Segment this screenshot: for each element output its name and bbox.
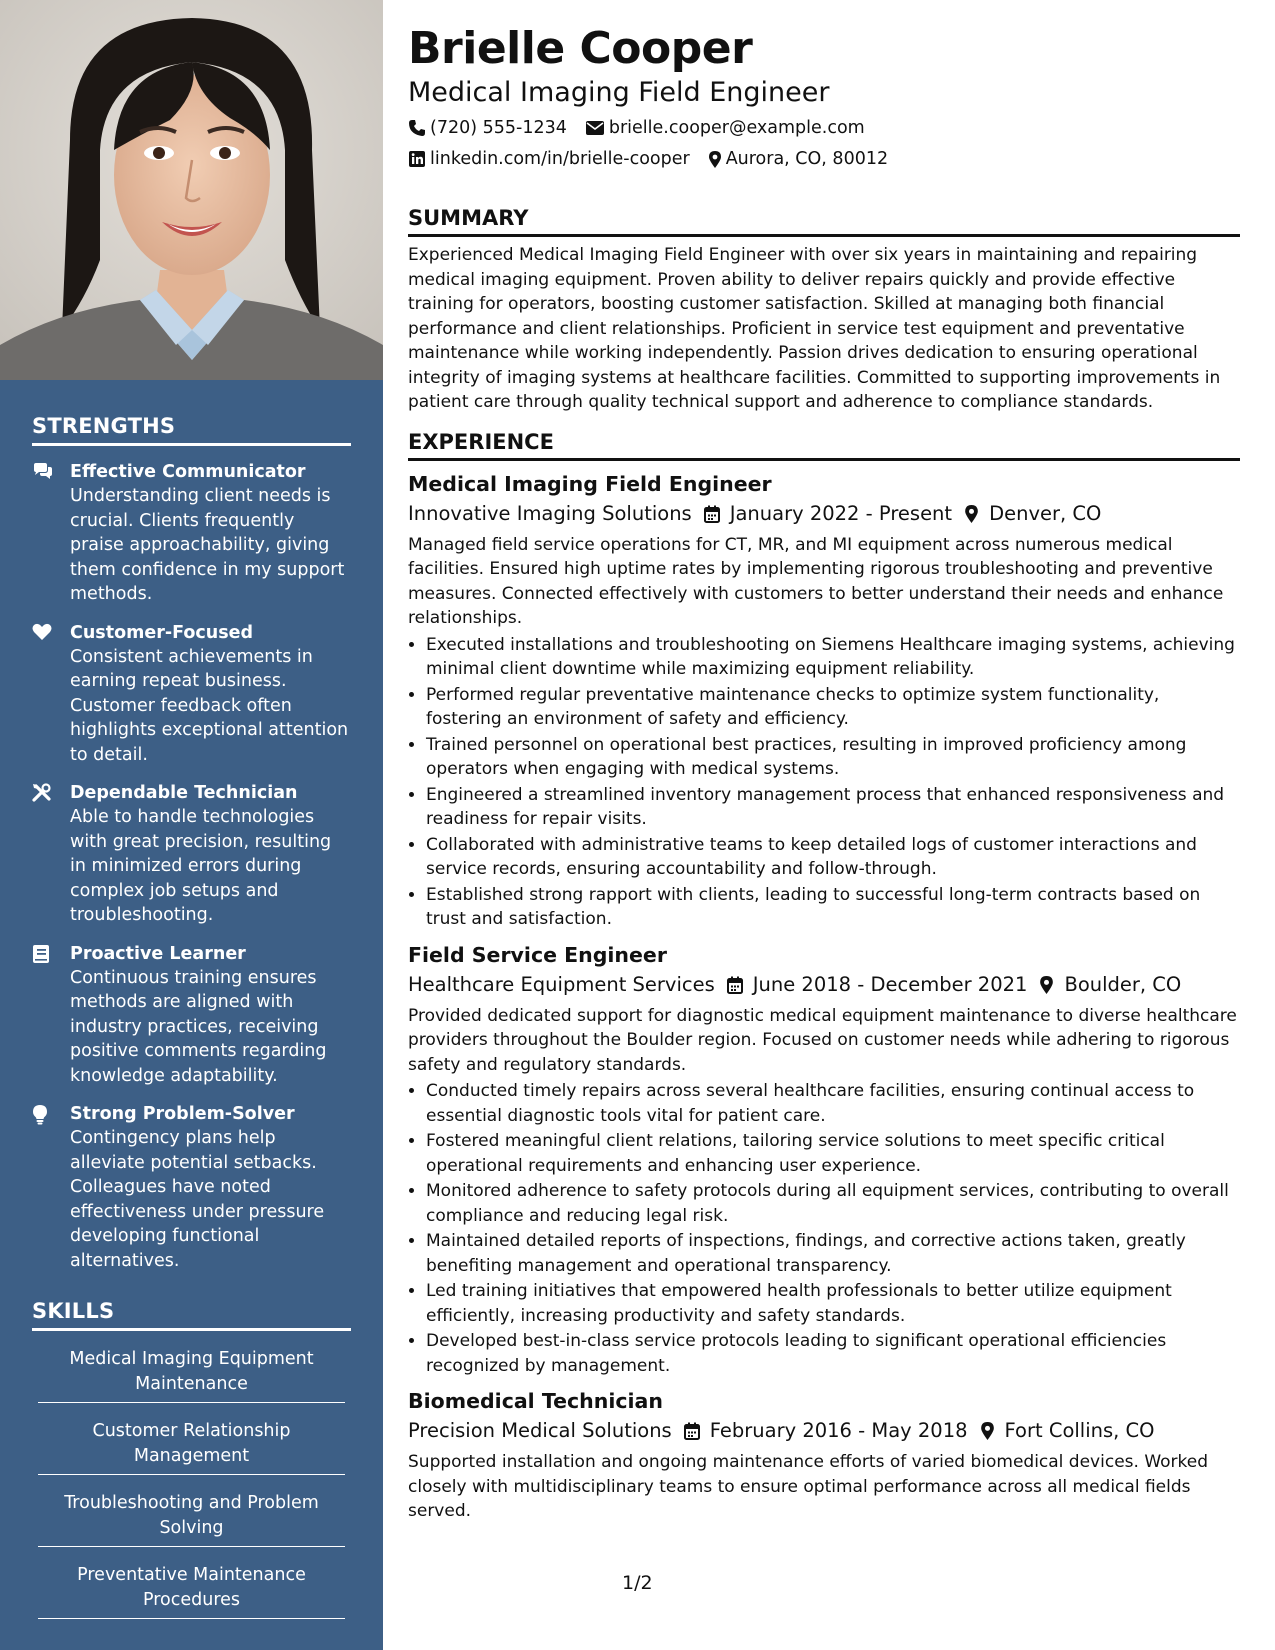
location-contact (708, 147, 888, 171)
phone-contact[interactable] (408, 116, 567, 140)
job-meta (408, 1418, 1240, 1444)
skills-heading: SKILLS (32, 1299, 351, 1331)
job-bullet: • Monitored adherence to safety protocols during all equipment services, contributing to overall compliance and reducing legal risk. (426, 1179, 1240, 1228)
email-text: brielle.cooper@example.com (608, 118, 865, 138)
job-bullet: • Developed best-in-class service protocols leading to significant operational efficiencies recognized by management. (426, 1329, 1240, 1378)
strength-title: Customer-Focused (70, 622, 254, 643)
job-meta (408, 972, 1240, 998)
tools-icon (32, 781, 70, 928)
strength-desc: Understanding client needs is crucial. Clients frequently praise approachability, giving them confidence in my support methods. (70, 486, 345, 604)
linkedin-icon (408, 150, 426, 168)
strength-desc: Able to handle technologies with great precision, resulting in minimized errors during complex job setups and troubleshooting. (70, 807, 332, 925)
candidate-title: Medical Imaging Field Engineer (408, 77, 830, 108)
envelope-icon (585, 120, 605, 136)
job-bullet: • Conducted timely repairs across several healthcare facilities, ensuring continual access to essential diagnostic tools vital for patient care. (426, 1079, 1240, 1128)
candidate-name: Brielle Cooper (408, 23, 753, 74)
strength-item (32, 621, 351, 768)
job-location: Denver, CO (989, 501, 1102, 525)
job-bullet: • Led training initiatives that empowered health professionals to better utilize equipment efficiently, increasing productivity and safety standards. (426, 1279, 1240, 1328)
contact-row (408, 116, 1240, 140)
strength-desc: Consistent achievements in earning repeat business. Customer feedback often highlights exceptional attention to detail. (70, 646, 349, 765)
skill-item: Preventative Maintenance Procedures (38, 1563, 345, 1619)
profile-photo (0, 0, 383, 380)
location-text: Aurora, CO, 80012 (725, 149, 889, 169)
job-meta (408, 501, 1240, 527)
job-dates: February 2016 - May 2018 (709, 1419, 968, 1442)
calendar-icon (727, 976, 743, 994)
skill-item: Customer Relationship Management (38, 1419, 345, 1475)
lightbulb-icon (32, 1102, 70, 1273)
job-entry (408, 942, 1240, 1379)
company-name: Precision Medical Solutions (408, 1419, 672, 1442)
skill-item: Troubleshooting and Problem Solving (38, 1491, 345, 1547)
phone-icon (408, 119, 426, 137)
calendar-icon (704, 505, 720, 523)
contact-row (408, 147, 1240, 171)
strength-title: Strong Problem-Solver (70, 1104, 295, 1124)
job-bullet: • Executed installations and troubleshooting on Siemens Healthcare imaging systems, achieving minimal client downtime while maximizing equipment reliability. (426, 633, 1240, 682)
sidebar (0, 0, 383, 1650)
job-bullet: • Performed regular preventative maintenance checks to optimize system functionality, fostering an environment of safety and efficiency. (426, 683, 1240, 732)
job-entry (408, 471, 1240, 932)
map-pin-icon (708, 150, 722, 169)
job-bullets (408, 1079, 1240, 1378)
job-bullet: • Trained personnel on operational best practices, resulting in improved proficiency among operators when engaging with medical systems. (426, 733, 1240, 782)
phone-text: (720) 555-1234 (430, 118, 567, 138)
job-bullet: • Engineered a streamlined inventory management process that enhanced responsiveness and readiness for repair visits. (426, 783, 1240, 832)
strength-title: Effective Communicator (70, 462, 306, 482)
job-location: Boulder, CO (1064, 972, 1182, 996)
map-pin-icon (980, 1421, 995, 1441)
email-contact[interactable] (585, 116, 865, 140)
job-dates: January 2022 - Present (729, 501, 953, 525)
summary-text: Experienced Medical Imaging Field Engineer with over six years in maintaining and repairing medical imaging equipment. Proven ability to deliver repairs quickly and provide effective training for operators, boosting customer satisfaction. Skilled at managing both financial performance and client relationships. Proficient in service test equipment and preventative maintenance while working independently. Passion drives dedication to ensuring operational integrity of imaging systems at healthcare facilities. Committed to supporting improvements in patient care through quality technical support and adherence to compliance standards. (408, 245, 1221, 412)
job-description: Provided dedicated support for diagnostic medical equipment maintenance to diverse healthcare providers throughout the Boulder region. Focused on customer needs while adhering to rigorous safety and regulatory standards. (408, 1005, 1237, 1075)
job-title: Biomedical Technician (408, 1389, 663, 1413)
job-bullet: • Collaborated with administrative teams to keep detailed logs of customer interactions and service records, ensuring accountability and follow-through. (426, 833, 1240, 882)
summary-section (408, 205, 1240, 415)
strength-desc: Continuous training ensures methods are aligned with industry practices, receiving positive comments regarding knowledge adaptability. (70, 967, 327, 1086)
strength-item (32, 460, 351, 607)
job-description: Supported installation and ongoing maintenance efforts of varied biomedical devices. Worked closely with multidisciplinary teams to ensure optimal performance across all medical fields served. (408, 1452, 1209, 1521)
experience-heading: EXPERIENCE (408, 429, 1240, 461)
strength-item (32, 781, 351, 928)
strength-title: Proactive Learner (70, 943, 246, 964)
job-bullet: • Fostered meaningful client relations, tailoring service solutions to meet specific critical operational requirements and enhancing user experience. (426, 1129, 1240, 1178)
map-pin-icon (964, 504, 979, 524)
job-entry (408, 1388, 1240, 1524)
linkedin-contact[interactable] (408, 147, 690, 171)
page-number: 1/2 (622, 1572, 653, 1594)
main-content (408, 22, 1240, 1524)
job-title: Field Service Engineer (408, 942, 667, 967)
strength-desc: Contingency plans help alleviate potential setbacks. Colleagues have noted effectiveness under pressure developing functional alternatives. (70, 1128, 325, 1271)
chat-icon (32, 460, 70, 607)
job-dates: June 2018 - December 2021 (752, 972, 1028, 996)
job-location: Fort Collins, CO (1004, 1419, 1155, 1442)
calendar-icon (684, 1422, 700, 1440)
heart-icon (32, 621, 70, 768)
job-title: Medical Imaging Field Engineer (408, 471, 772, 496)
job-description: Managed field service operations for CT, MR, and MI equipment across numerous medical facilities. Ensured high uptime rates by implementing rigorous troubleshooting and preventive measures. Connected effectively with customers to better understand their needs and enhance relationships. (408, 534, 1224, 628)
book-icon (32, 942, 70, 1089)
job-bullet: • Maintained detailed reports of inspections, findings, and corrective actions taken, greatly benefiting management and operational transparency. (426, 1229, 1240, 1278)
skill-item: Medical Imaging Equipment Maintenance (38, 1347, 345, 1403)
strengths-section (0, 414, 383, 1619)
linkedin-text: linkedin.com/in/brielle-cooper (430, 149, 690, 169)
strength-item (32, 1102, 351, 1273)
job-bullets (408, 633, 1240, 932)
summary-heading: SUMMARY (408, 205, 1240, 237)
company-name: Innovative Imaging Solutions (408, 501, 692, 525)
strengths-heading: STRENGTHS (32, 414, 351, 446)
strength-item (32, 942, 351, 1089)
experience-section (408, 429, 1240, 1524)
company-name: Healthcare Equipment Services (408, 972, 715, 996)
strength-title: Dependable Technician (70, 783, 298, 803)
job-bullet: • Established strong rapport with clients, leading to successful long-term contracts based on trust and satisfaction. (426, 883, 1240, 932)
map-pin-icon (1039, 975, 1054, 995)
